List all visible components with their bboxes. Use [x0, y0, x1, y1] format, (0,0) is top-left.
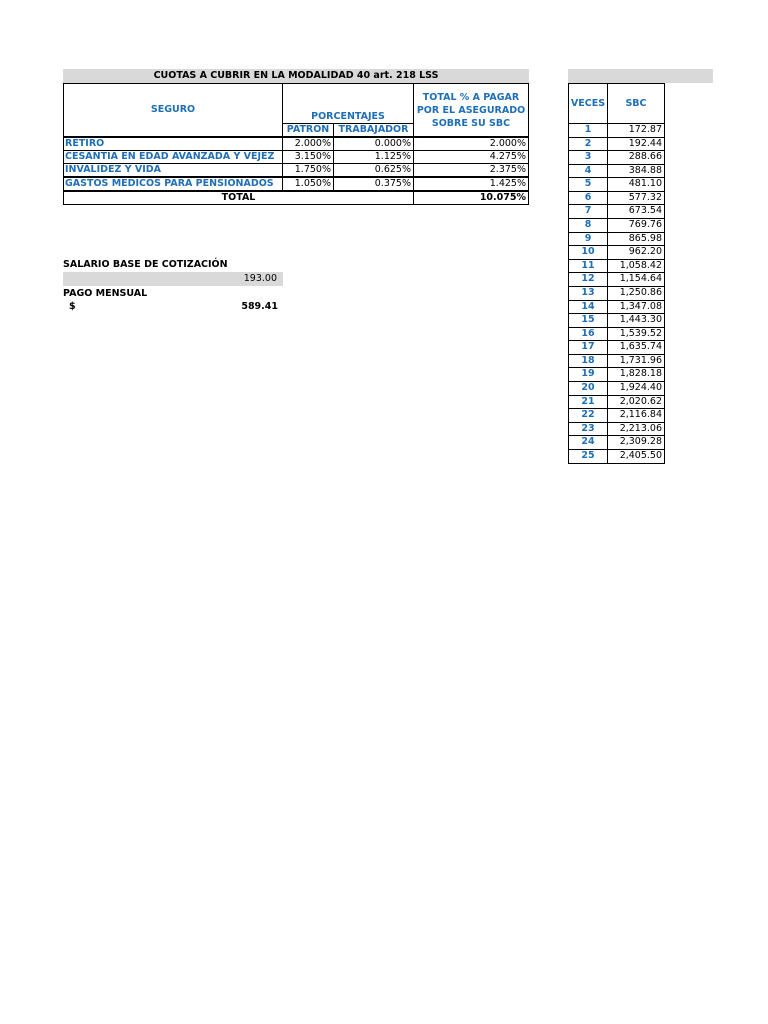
sbc-value-cell: 1,058.42	[607, 259, 665, 273]
sbc-value-cell: 1,443.30	[607, 313, 665, 328]
header-total-pagar	[413, 83, 529, 137]
sbc-value-cell: 1,154.64	[607, 272, 665, 287]
sbc-veces-cell: 5	[568, 177, 608, 192]
sbc-value-cell: 288.66	[607, 150, 665, 165]
sbc-veces-cell: 22	[568, 408, 608, 423]
sbc-veces-cell: 25	[568, 449, 608, 464]
header-veces: VECES	[568, 83, 608, 124]
header-porcentajes-group	[282, 83, 414, 124]
header-total-line2: POR EL ASEGURADO	[416, 104, 526, 116]
salario-value[interactable]: 193.00	[63, 272, 283, 286]
sbc-value-cell: 192.44	[607, 137, 665, 151]
header-trabajador: TRABAJADOR	[333, 123, 414, 137]
header-sbc: SBC	[607, 83, 665, 124]
sbc-value-cell: 865.98	[607, 232, 665, 246]
sbc-value-cell: 1,828.18	[607, 367, 665, 382]
pago-mensual-value: 589.41	[241, 301, 278, 312]
sbc-veces-cell: 12	[568, 272, 608, 287]
table-title: CUOTAS A CUBRIR EN LA MODALIDAD 40 art. 218 LSS	[63, 69, 529, 83]
sbc-veces-cell: 13	[568, 286, 608, 301]
sbc-value-cell: 1,347.08	[607, 300, 665, 314]
sbc-veces-cell: 1	[568, 123, 608, 138]
sbc-veces-cell: 20	[568, 381, 608, 396]
row-total: 1.425%	[413, 177, 529, 191]
sbc-veces-cell: 7	[568, 204, 608, 219]
total-value: 10.075%	[413, 191, 529, 205]
row-trabajador: 0.375%	[333, 177, 414, 191]
sbc-value-cell: 384.88	[607, 164, 665, 178]
row-patron: 3.150%	[282, 150, 334, 164]
row-total: 2.375%	[413, 163, 529, 177]
sbc-veces-cell: 9	[568, 232, 608, 246]
header-patron: PATRON	[282, 123, 334, 137]
sbc-veces-cell: 18	[568, 354, 608, 368]
sbc-veces-cell: 11	[568, 259, 608, 273]
sbc-value-cell: 577.32	[607, 191, 665, 205]
sbc-veces-cell: 6	[568, 191, 608, 205]
header-porcentajes: PORCENTAJES	[311, 111, 385, 122]
sbc-veces-cell: 17	[568, 340, 608, 355]
sbc-value-cell: 2,405.50	[607, 449, 665, 464]
row-patron: 1.050%	[282, 177, 334, 191]
right-title-bar	[568, 69, 713, 83]
sbc-veces-cell: 4	[568, 164, 608, 178]
row-seguro: RETIRO	[63, 137, 283, 151]
header-seguro: SEGURO	[63, 83, 283, 137]
row-total: 4.275%	[413, 150, 529, 164]
sbc-value-cell: 1,924.40	[607, 381, 665, 396]
sbc-value-cell: 2,116.84	[607, 408, 665, 423]
row-patron: 1.750%	[282, 163, 334, 177]
sbc-value-cell: 172.87	[607, 123, 665, 138]
header-total-line1: TOTAL % A PAGAR	[422, 91, 520, 103]
sbc-veces-cell: 16	[568, 327, 608, 341]
sbc-value-cell: 1,731.96	[607, 354, 665, 368]
sbc-veces-cell: 19	[568, 367, 608, 382]
sbc-veces-cell: 2	[568, 137, 608, 151]
row-trabajador: 1.125%	[333, 150, 414, 164]
sbc-veces-cell: 15	[568, 313, 608, 328]
sbc-value-cell: 769.76	[607, 218, 665, 233]
sbc-value-cell: 2,213.06	[607, 422, 665, 436]
row-trabajador: 0.000%	[333, 137, 414, 151]
row-seguro: INVALIDEZ Y VIDA	[63, 163, 283, 177]
row-seguro: GASTOS MEDICOS PARA PENSIONADOS	[63, 177, 283, 191]
sbc-value-cell: 1,250.86	[607, 286, 665, 301]
sbc-value-cell: 1,635.74	[607, 340, 665, 355]
salario-label: SALARIO BASE DE COTIZACIÓN	[63, 259, 228, 270]
row-patron: 2.000%	[282, 137, 334, 151]
sbc-value-cell: 2,309.28	[607, 435, 665, 450]
sbc-veces-cell: 3	[568, 150, 608, 165]
sbc-value-cell: 2,020.62	[607, 395, 665, 409]
pago-mensual-label: PAGO MENSUAL	[63, 288, 148, 299]
sbc-veces-cell: 8	[568, 218, 608, 233]
header-total-line3: SOBRE SU SBC	[431, 117, 511, 129]
sbc-value-cell: 481.10	[607, 177, 665, 192]
row-total: 2.000%	[413, 137, 529, 151]
row-trabajador: 0.625%	[333, 163, 414, 177]
sbc-value-cell: 673.54	[607, 204, 665, 219]
sbc-value-cell: 962.20	[607, 245, 665, 260]
row-seguro: CESANTIA EN EDAD AVANZADA Y VEJEZ	[63, 150, 283, 164]
total-label: TOTAL	[63, 191, 414, 205]
sbc-veces-cell: 24	[568, 435, 608, 450]
sbc-veces-cell: 14	[568, 300, 608, 314]
sbc-veces-cell: 10	[568, 245, 608, 260]
currency-symbol: $	[69, 301, 76, 312]
sbc-value-cell: 1,539.52	[607, 327, 665, 341]
sbc-veces-cell: 21	[568, 395, 608, 409]
sbc-veces-cell: 23	[568, 422, 608, 436]
